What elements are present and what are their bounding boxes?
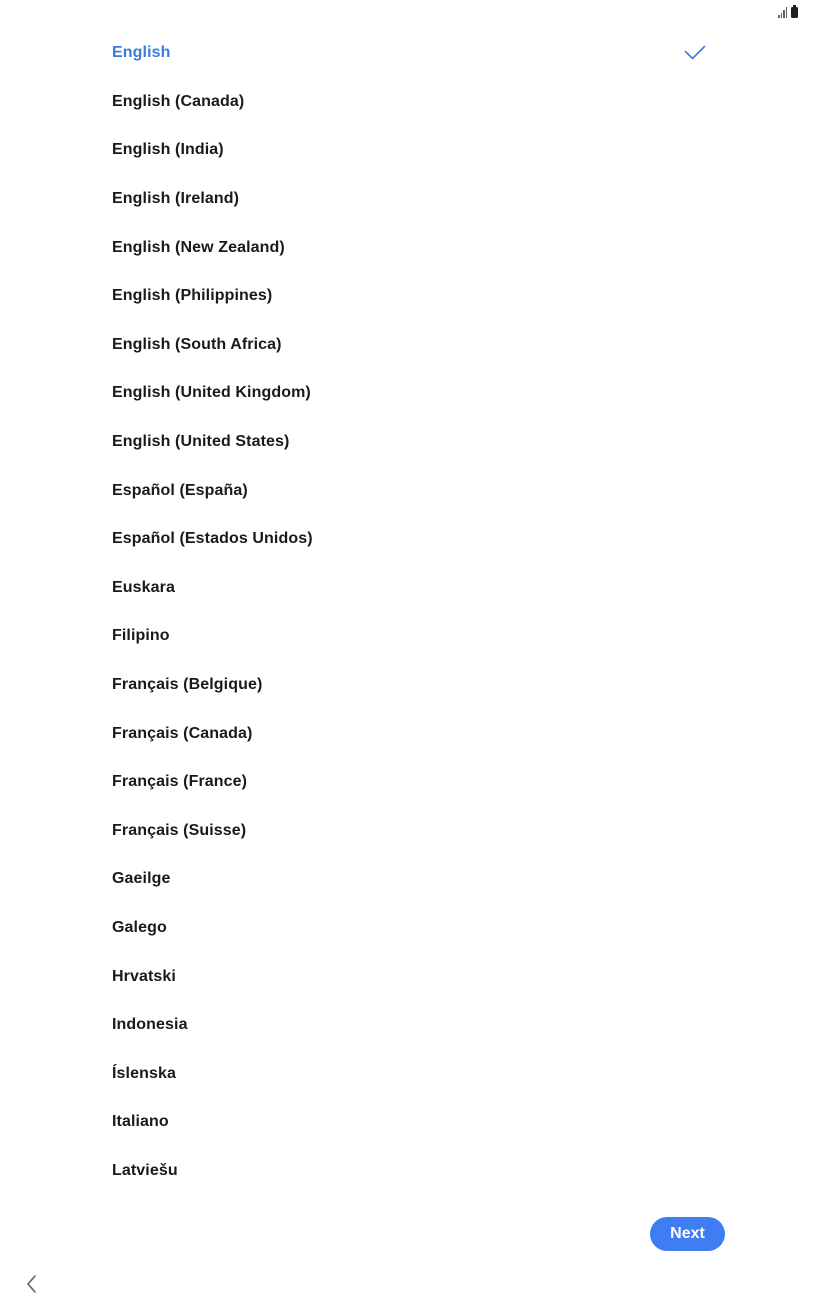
back-button[interactable] <box>20 1272 44 1296</box>
language-item[interactable] <box>0 321 818 370</box>
language-label: Español (España) <box>112 481 248 499</box>
check-icon <box>684 45 706 61</box>
language-label: Latviešu <box>112 1161 178 1179</box>
status-icons <box>778 5 798 18</box>
language-label: Français (Belgique) <box>112 676 263 694</box>
language-list <box>0 29 818 1195</box>
language-label: English (United Kingdom) <box>112 384 311 402</box>
language-label: English (Canada) <box>112 92 245 110</box>
language-item[interactable] <box>0 175 818 224</box>
language-label: Italiano <box>112 1113 169 1131</box>
language-item[interactable] <box>0 1049 818 1098</box>
status-bar <box>0 0 818 24</box>
language-item[interactable] <box>0 612 818 661</box>
language-item[interactable] <box>0 855 818 904</box>
language-item[interactable] <box>0 272 818 321</box>
language-label: Íslenska <box>112 1064 176 1082</box>
language-item[interactable] <box>0 223 818 272</box>
language-label: English (Ireland) <box>112 190 240 208</box>
language-label: Galego <box>112 918 167 936</box>
language-label: Français (Canada) <box>112 724 253 742</box>
language-label: Hrvatski <box>112 967 176 985</box>
language-item[interactable] <box>0 1147 818 1196</box>
language-label: Français (Suisse) <box>112 821 247 839</box>
language-item[interactable] <box>0 952 818 1001</box>
language-label: Gaeilge <box>112 870 171 888</box>
language-item[interactable] <box>0 418 818 467</box>
language-label: Filipino <box>112 627 170 645</box>
language-label: English (United States) <box>112 433 290 451</box>
language-label: English (South Africa) <box>112 335 282 353</box>
language-label: English (India) <box>112 141 224 159</box>
language-item[interactable] <box>0 709 818 758</box>
language-label: Español (Estados Unidos) <box>112 530 313 548</box>
language-item[interactable] <box>0 369 818 418</box>
language-label: Euskara <box>112 578 175 596</box>
language-item[interactable] <box>0 1001 818 1050</box>
signal-icon <box>778 7 787 18</box>
battery-icon <box>791 7 798 18</box>
language-item[interactable] <box>0 1098 818 1147</box>
language-item[interactable] <box>0 466 818 515</box>
language-item[interactable] <box>0 904 818 953</box>
language-item[interactable] <box>0 807 818 856</box>
language-label: Indonesia <box>112 1016 188 1034</box>
chevron-left-icon <box>25 1274 39 1294</box>
language-label: English (New Zealand) <box>112 238 285 256</box>
language-label: English (Philippines) <box>112 287 273 305</box>
language-label: English <box>112 44 171 62</box>
next-button[interactable]: Next <box>650 1217 725 1251</box>
language-item[interactable] <box>0 515 818 564</box>
language-item[interactable] <box>0 78 818 127</box>
language-label: Français (France) <box>112 773 248 791</box>
language-item[interactable] <box>0 126 818 175</box>
language-item[interactable] <box>0 29 818 78</box>
language-item[interactable] <box>0 661 818 710</box>
language-item[interactable] <box>0 758 818 807</box>
language-item[interactable] <box>0 564 818 613</box>
